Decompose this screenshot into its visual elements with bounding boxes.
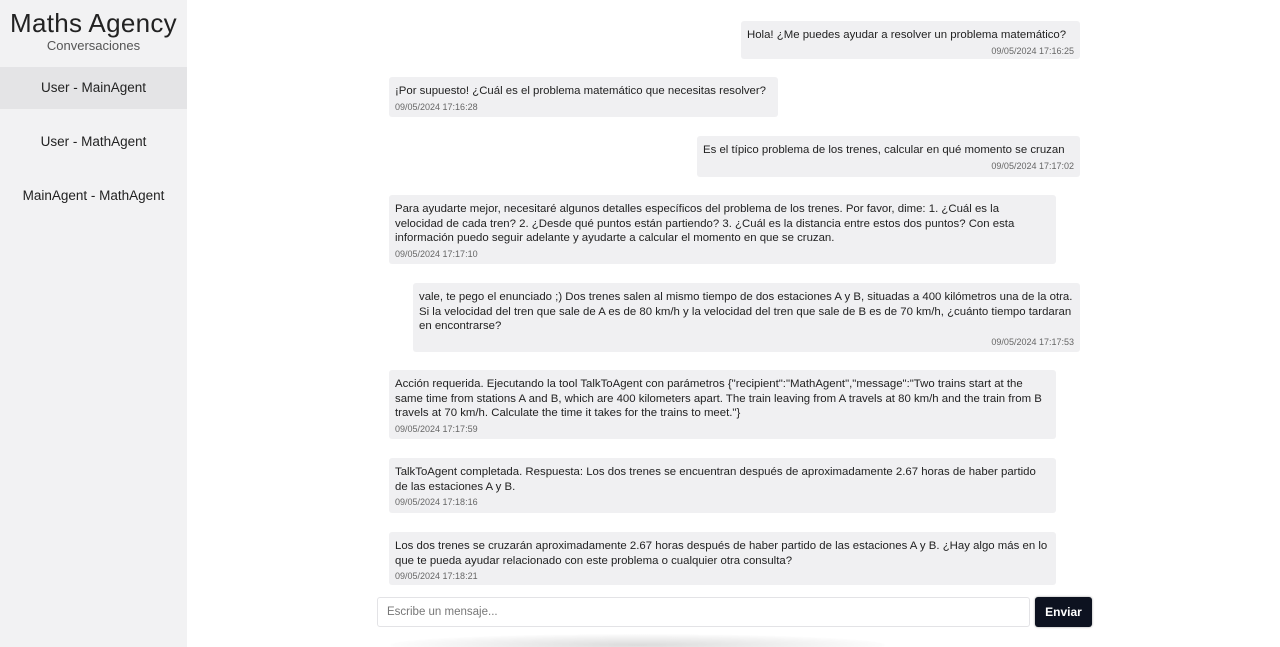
conversation-list [0,67,187,229]
message-bubble-agent [389,77,778,117]
message-text: Para ayudarte mejor, necesitaré algunos detalles específicos del problema de los trenes. Por favor, dime: 1. ¿Cuál es la velocidad de cada tren? 2. ¿Desde qué puntos están partiendo? 3. ¿Cuál es la distancia entre estos dos puntos? Con esta información puedo seguir adelante y ayudarte a calcular el momento en que se cruzan. [395,203,1015,244]
send-button[interactable]: Enviar [1035,597,1092,627]
message-timestamp: 09/05/2024 17:16:25 [991,45,1074,56]
message-text: Acción requerida. Ejecutando la tool TalkToAgent con parámetros {"recipient":"MathAgent","message":"Two trains start at the same time from stations A and B, which are 400 kilometers apart. The train leaving from A travels at 80 km/h and the train from B travels at 70 km/h. Calculate the time it takes for the trains to meet."} [395,378,1042,419]
message-bubble-agent [389,458,1056,513]
message-timestamp: 09/05/2024 17:18:21 [395,571,478,581]
message-text: Los dos trenes se cruzarán aproximadamente 2.67 horas después de haber partido de las estaciones A y B. ¿Hay algo más en lo que te pueda ayudar relacionado con este problema o cualquier otra consulta? [395,540,1048,567]
message-composer [377,597,1093,628]
message-timestamp: 09/05/2024 17:17:59 [395,423,478,434]
message-bubble-user [697,136,1080,177]
conversation-item-user-mainagent[interactable]: User - MainAgent [0,67,187,109]
message-timestamp: 09/05/2024 17:17:02 [991,160,1074,171]
message-text: Hola! ¿Me puedes ayudar a resolver un problema matemático? [747,29,1067,41]
message-text: vale, te pego el enunciado ;) Dos trenes salen al mismo tiempo de dos estaciones A y B, situadas a 400 kilómetros una de la otra. Si la velocidad del tren que sale de A es de 80 km/h y la velocidad del tren que sale de B es de 70 km/h, ¿cuánto tiempo tardaran en encontrarse? [419,291,1073,332]
message-bubble-user [413,283,1080,352]
message-text: Es el típico problema de los trenes, calcular en qué momento se cruzan [703,144,1065,156]
message-bubble-agent [389,370,1056,439]
message-timestamp: 09/05/2024 17:17:53 [991,336,1074,347]
message-text: TalkToAgent completada. Respuesta: Los dos trenes se encuentran después de aproximadamente 2.67 horas de haber partido de las estaciones A y B. [395,466,1036,493]
message-text: ¡Por supuesto! ¿Cuál es el problema matemático que necesitas resolver? [395,85,767,97]
app-subtitle: Conversaciones [46,38,141,53]
app-title: Maths Agency [10,8,177,38]
message-bubble-user [741,21,1080,59]
sidebar [0,0,187,647]
conversation-item-mainagent-mathagent[interactable]: MainAgent - MathAgent [22,188,165,203]
message-timestamp: 09/05/2024 17:18:16 [395,497,478,507]
conversation-item-user-mathagent[interactable]: User - MathAgent [40,134,147,149]
message-timestamp: 09/05/2024 17:17:10 [395,248,478,259]
message-input[interactable] [377,597,1030,627]
message-bubble-agent [389,195,1056,264]
message-bubble-agent [389,532,1056,585]
chat-area [187,0,1280,647]
brand [0,0,187,59]
message-timestamp: 09/05/2024 17:16:28 [395,101,478,112]
